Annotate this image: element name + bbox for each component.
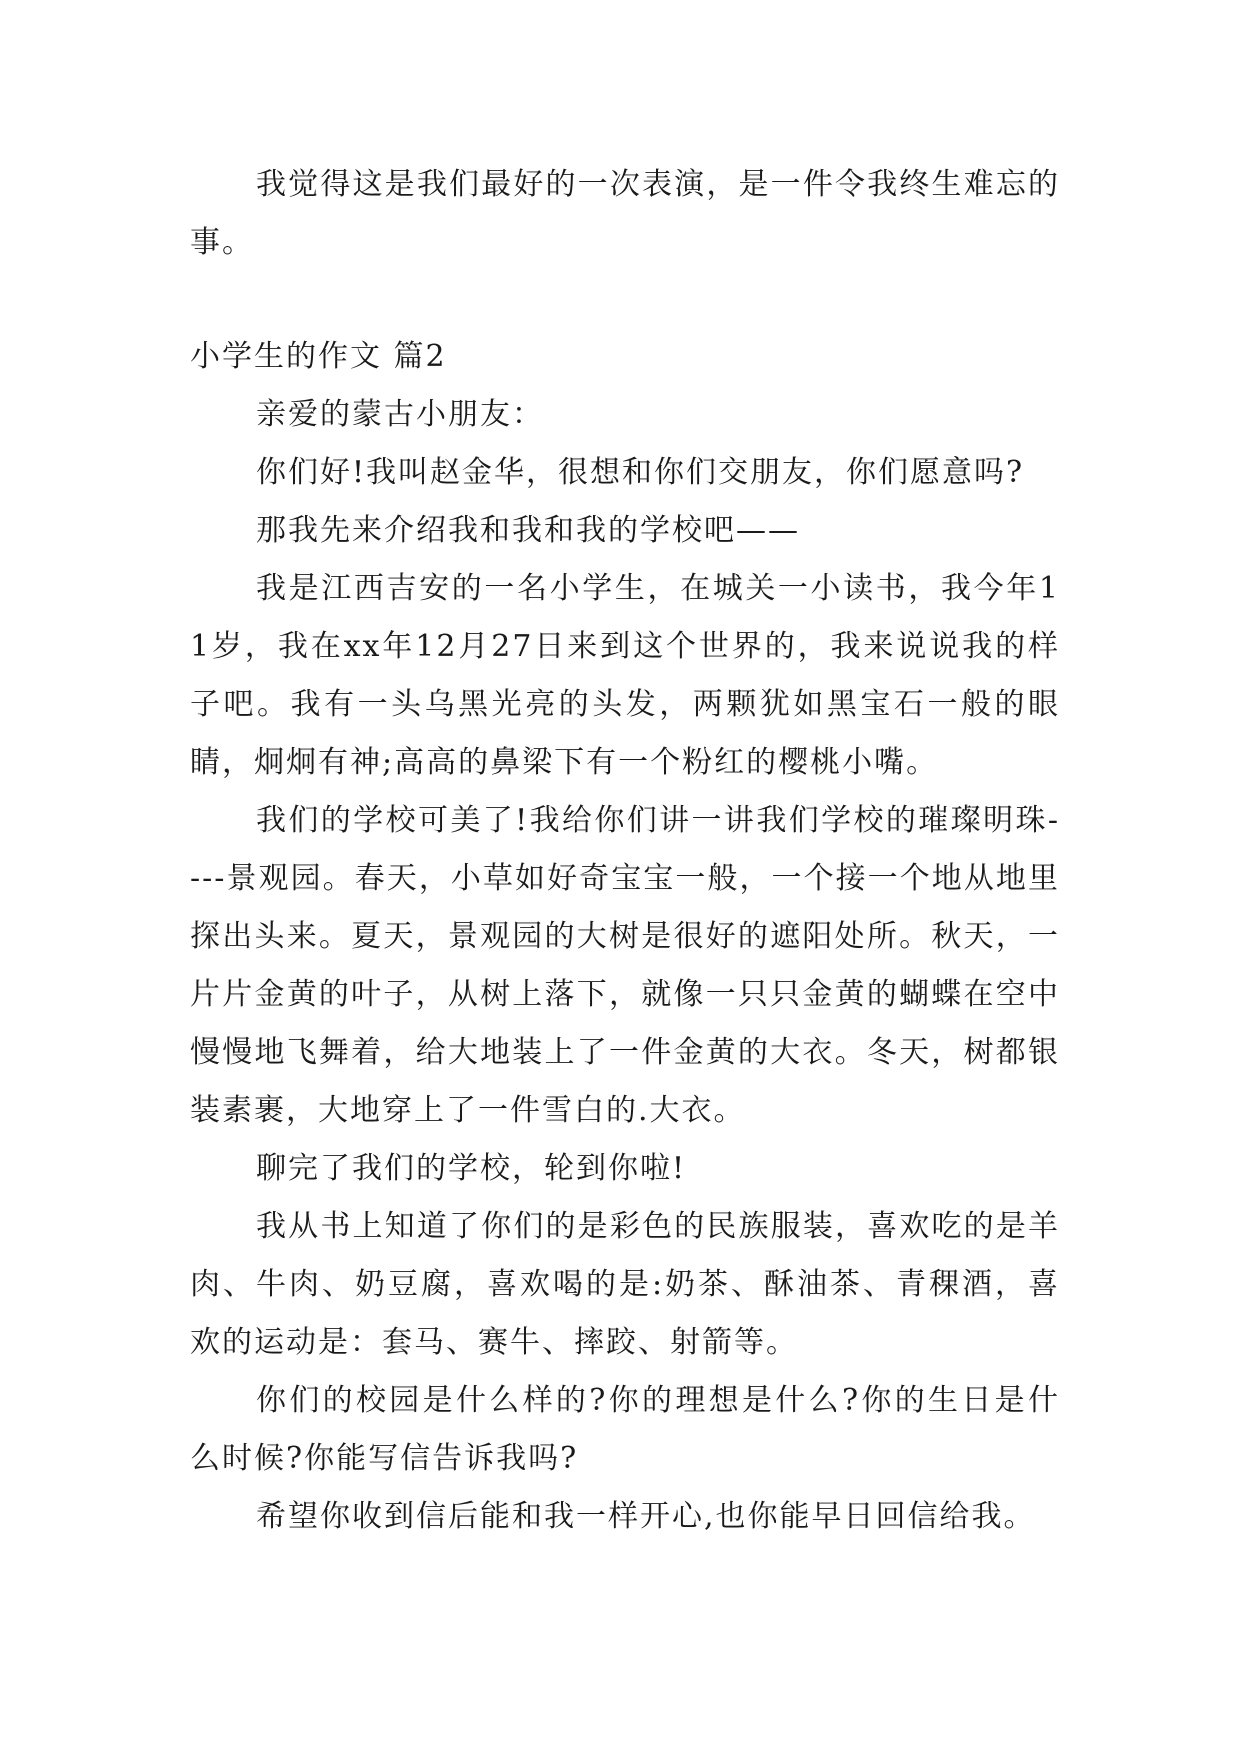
letter-intro: 那我先来介绍我和我和我的学校吧—— <box>256 513 800 548</box>
section-spacer <box>190 272 1060 328</box>
letter-school-description: 我们的学校可美了!我给你们讲一讲我们学校的璀璨明珠----景观园。春天，小草如好奇宝宝一般，一个接一个地从地里探出头来。夏天，景观园的大树是很好的遮阳处所。秋天，一片片金黄的叶子，从树上落下，就像一只只金黄的蝴蝶在空中慢慢地飞舞着，给大地装上了一件金黄的大衣。冬天，树都银装素裹，大地穿上了一件雪白的.大衣。 <box>190 803 1060 1128</box>
letter-questions: 你们的校园是什么样的?你的理想是什么?你的生日是什么时候?你能写信告诉我吗? <box>190 1383 1060 1476</box>
letter-closing: 希望你收到信后能和我一样开心,也你能早日回信给我。 <box>256 1499 1036 1534</box>
section-heading: 小学生的作文 篇2 <box>190 339 447 374</box>
letter-mongolia-knowledge: 我从书上知道了你们的是彩色的民族服装，喜欢吃的是羊肉、牛肉、奶豆腐，喜欢喝的是:奶茶、酥油茶、青稞酒，喜欢的运动是：套马、赛牛、摔跤、射箭等。 <box>190 1209 1060 1360</box>
letter-salutation: 亲爱的蒙古小朋友： <box>256 397 544 432</box>
letter-greeting: 你们好!我叫赵金华，很想和你们交朋友，你们愿意吗? <box>256 455 1025 490</box>
document-body <box>190 156 1060 1546</box>
paragraph-conclusion: 我觉得这是我们最好的一次表演，是一件令我终生难忘的事。 <box>190 167 1060 260</box>
letter-transition: 聊完了我们的学校，轮到你啦! <box>256 1151 687 1186</box>
letter-self-description: 我是江西吉安的一名小学生，在城关一小读书，我今年11岁，我在xx年12月27日来到这个世界的，我来说说我的样子吧。我有一头乌黑光亮的头发，两颗犹如黑宝石一般的眼睛，炯炯有神;高高的鼻梁下有一个粉红的樱桃小嘴。 <box>190 571 1060 780</box>
